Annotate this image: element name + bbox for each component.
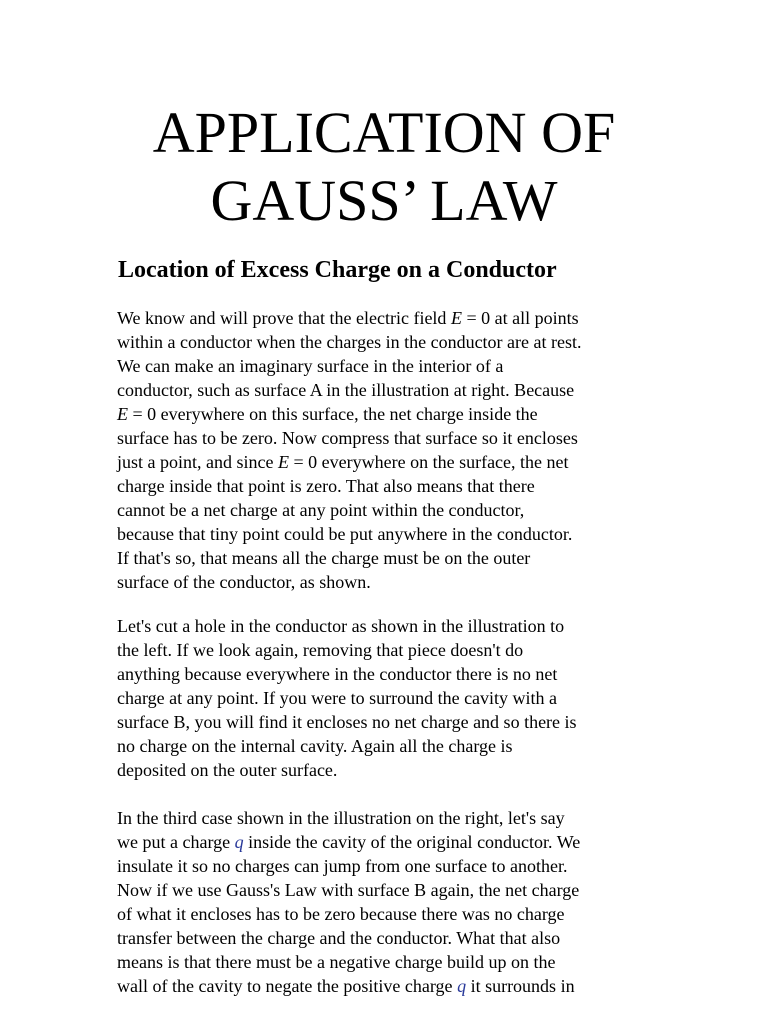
text-run: because that tiny point could be put anywhere in the conductor. — [117, 524, 573, 544]
text-line — [117, 878, 657, 902]
text-line — [117, 426, 657, 450]
text-line — [117, 450, 657, 474]
text-run: means is that there must be a negative charge build up on the — [117, 952, 556, 972]
text-run: If that's so, that means all the charge must be on the outer — [117, 548, 531, 568]
text-line — [117, 378, 657, 402]
text-line — [117, 474, 657, 498]
text-line — [117, 498, 657, 522]
variable-q: q — [234, 832, 244, 852]
text-run: = 0 everywhere on this surface, the net charge inside the — [128, 404, 538, 424]
text-run: = 0 everywhere on the surface, the net — [288, 452, 569, 472]
text-run: cannot be a net charge at any point within the conductor, — [117, 500, 525, 520]
text-line — [117, 734, 657, 758]
text-line — [117, 902, 657, 926]
text-run: inside the cavity of the original conductor. We — [243, 832, 581, 852]
text-run: surface B, you will find it encloses no net charge and so there is — [117, 712, 577, 732]
paragraph-1 — [117, 306, 657, 594]
variable-e: E — [117, 404, 128, 424]
text-run: we put a charge — [117, 832, 235, 852]
text-line — [117, 974, 657, 998]
text-run: charge inside that point is zero. That also means that there — [117, 476, 535, 496]
text-run: anything because everywhere in the conductor there is no net — [117, 664, 558, 684]
text-run: transfer between the charge and the conductor. What that also — [117, 928, 561, 948]
text-run: no charge on the internal cavity. Again all the charge is — [117, 736, 513, 756]
text-run: Now if we use Gauss's Law with surface B again, the net charge — [117, 880, 580, 900]
text-run: it surrounds in — [466, 976, 575, 996]
text-line — [117, 638, 657, 662]
page-title-line-2: GAUSS’ LAW — [210, 168, 558, 233]
text-line — [117, 662, 657, 686]
text-line — [117, 614, 657, 638]
text-run: of what it encloses has to be zero because there was no charge — [117, 904, 565, 924]
text-run: We know and will prove that the electric field — [117, 308, 451, 328]
text-line — [117, 758, 657, 782]
text-run: the left. If we look again, removing that piece doesn't do — [117, 640, 524, 660]
text-line — [117, 306, 657, 330]
page-title-line-1: APPLICATION OF — [152, 100, 616, 165]
text-line — [117, 354, 657, 378]
text-line — [117, 330, 657, 354]
text-run: In the third case shown in the illustration on the right, let's say — [117, 808, 565, 828]
variable-q: q — [457, 976, 467, 996]
text-run: wall of the cavity to negate the positive charge — [117, 976, 458, 996]
paragraph-2 — [117, 614, 657, 782]
variable-e: E — [450, 308, 462, 328]
section-heading: Location of Excess Charge on a Conductor — [118, 257, 557, 283]
text-run: insulate it so no charges can jump from one surface to another. — [117, 856, 568, 876]
text-run: surface of the conductor, as shown. — [117, 572, 371, 592]
text-run: = 0 at all points — [461, 308, 579, 328]
text-run: within a conductor when the charges in the conductor are at rest. — [117, 332, 582, 352]
variable-e: E — [277, 452, 289, 472]
text-line — [117, 546, 657, 570]
text-run: just a point, and since — [117, 452, 278, 472]
text-line — [117, 710, 657, 734]
text-line — [117, 830, 657, 854]
text-line — [117, 570, 657, 594]
text-run: conductor, such as surface A in the illustration at right. Because — [117, 380, 575, 400]
text-run: surface has to be zero. Now compress that surface so it encloses — [117, 428, 578, 448]
text-line — [117, 926, 657, 950]
text-line — [117, 854, 657, 878]
text-run: charge at any point. If you were to surround the cavity with a — [117, 688, 558, 708]
text-line — [117, 686, 657, 710]
text-run: We can make an imaginary surface in the interior of a — [117, 356, 504, 376]
text-line — [117, 522, 657, 546]
text-line — [117, 402, 657, 426]
text-run: Let's cut a hole in the conductor as shown in the illustration to — [117, 616, 565, 636]
paragraph-3 — [117, 806, 657, 998]
text-line — [117, 950, 657, 974]
text-run: deposited on the outer surface. — [117, 760, 338, 780]
text-line — [117, 806, 657, 830]
